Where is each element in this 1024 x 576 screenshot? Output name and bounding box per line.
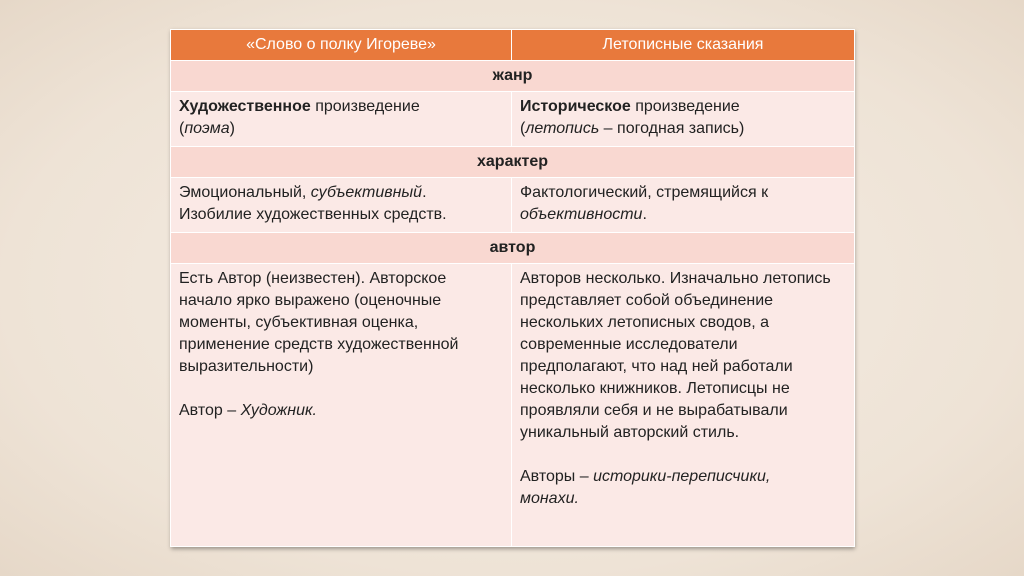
genre-slovo-cell bbox=[171, 92, 512, 147]
genre-chronicle-italic: летопись bbox=[525, 120, 600, 137]
author-slovo-cell bbox=[171, 264, 512, 547]
author-chronicle-text: Авторов несколько. Изначально летопись представляет собой объединение нескольких летописных сводов, а современные исследователи предполагают, что над ней работали несколько книжников. Летописцы не проявляли себя и не вырабатывали уникальный авторский стиль. bbox=[520, 270, 831, 441]
character-slovo-line2: Изобилие художественных средств. bbox=[179, 206, 447, 223]
section-genre: жанр bbox=[171, 61, 855, 92]
row-genre bbox=[171, 92, 855, 147]
row-character bbox=[171, 178, 855, 233]
author-chronicle-cell bbox=[512, 264, 855, 547]
character-slovo-cell bbox=[171, 178, 512, 233]
author-slovo-footer bbox=[179, 400, 503, 422]
genre-chronicle-cell bbox=[512, 92, 855, 147]
genre-slovo-italic: поэма bbox=[184, 120, 230, 137]
header-chronicles: Летописные сказания bbox=[512, 30, 855, 61]
character-chronicle-line1: Фактологический, стремящийся к bbox=[520, 184, 769, 201]
genre-slovo-bold: Художественное bbox=[179, 98, 311, 115]
genre-chronicle-bold: Историческое bbox=[520, 98, 631, 115]
section-row-author bbox=[171, 233, 855, 264]
comparison-table bbox=[170, 29, 854, 547]
genre-chronicle-open: ( bbox=[520, 120, 526, 137]
character-slovo-part1: Эмоциональный, bbox=[179, 184, 311, 201]
section-row-character bbox=[171, 147, 855, 178]
genre-slovo-open: ( bbox=[179, 120, 185, 137]
section-character: характер bbox=[171, 147, 855, 178]
character-chronicle-end: . bbox=[642, 206, 647, 223]
section-row-genre bbox=[171, 61, 855, 92]
character-chronicle-italic: объективности bbox=[520, 206, 643, 223]
genre-chronicle-rest: произведение bbox=[630, 98, 740, 115]
header-row bbox=[171, 30, 855, 61]
character-slovo-italic: субъективный bbox=[310, 184, 423, 201]
character-chronicle-cell bbox=[512, 178, 855, 233]
author-slovo-text: Есть Автор (неизвестен). Авторское начало ярко выражено (оценочные моменты, субъективная оценка, применение средств художественной выразительности) bbox=[179, 270, 459, 375]
author-slovo-footer-italic: Художник. bbox=[240, 402, 317, 419]
author-chronicle-footer bbox=[520, 466, 830, 510]
section-author: автор bbox=[171, 233, 855, 264]
header-slovo: «Слово о полку Игореве» bbox=[171, 30, 512, 61]
row-author bbox=[171, 264, 855, 547]
author-slovo-footer-prefix: Автор – bbox=[179, 402, 241, 419]
author-chronicle-footer-italic: историки-переписчики, монахи. bbox=[520, 468, 771, 507]
genre-slovo-close: ) bbox=[229, 120, 235, 137]
character-slovo-part2: . bbox=[422, 184, 427, 201]
author-chronicle-footer-prefix: Авторы – bbox=[520, 468, 594, 485]
genre-slovo-rest: произведение bbox=[310, 98, 420, 115]
genre-chronicle-rest2: – погодная запись) bbox=[599, 120, 745, 137]
